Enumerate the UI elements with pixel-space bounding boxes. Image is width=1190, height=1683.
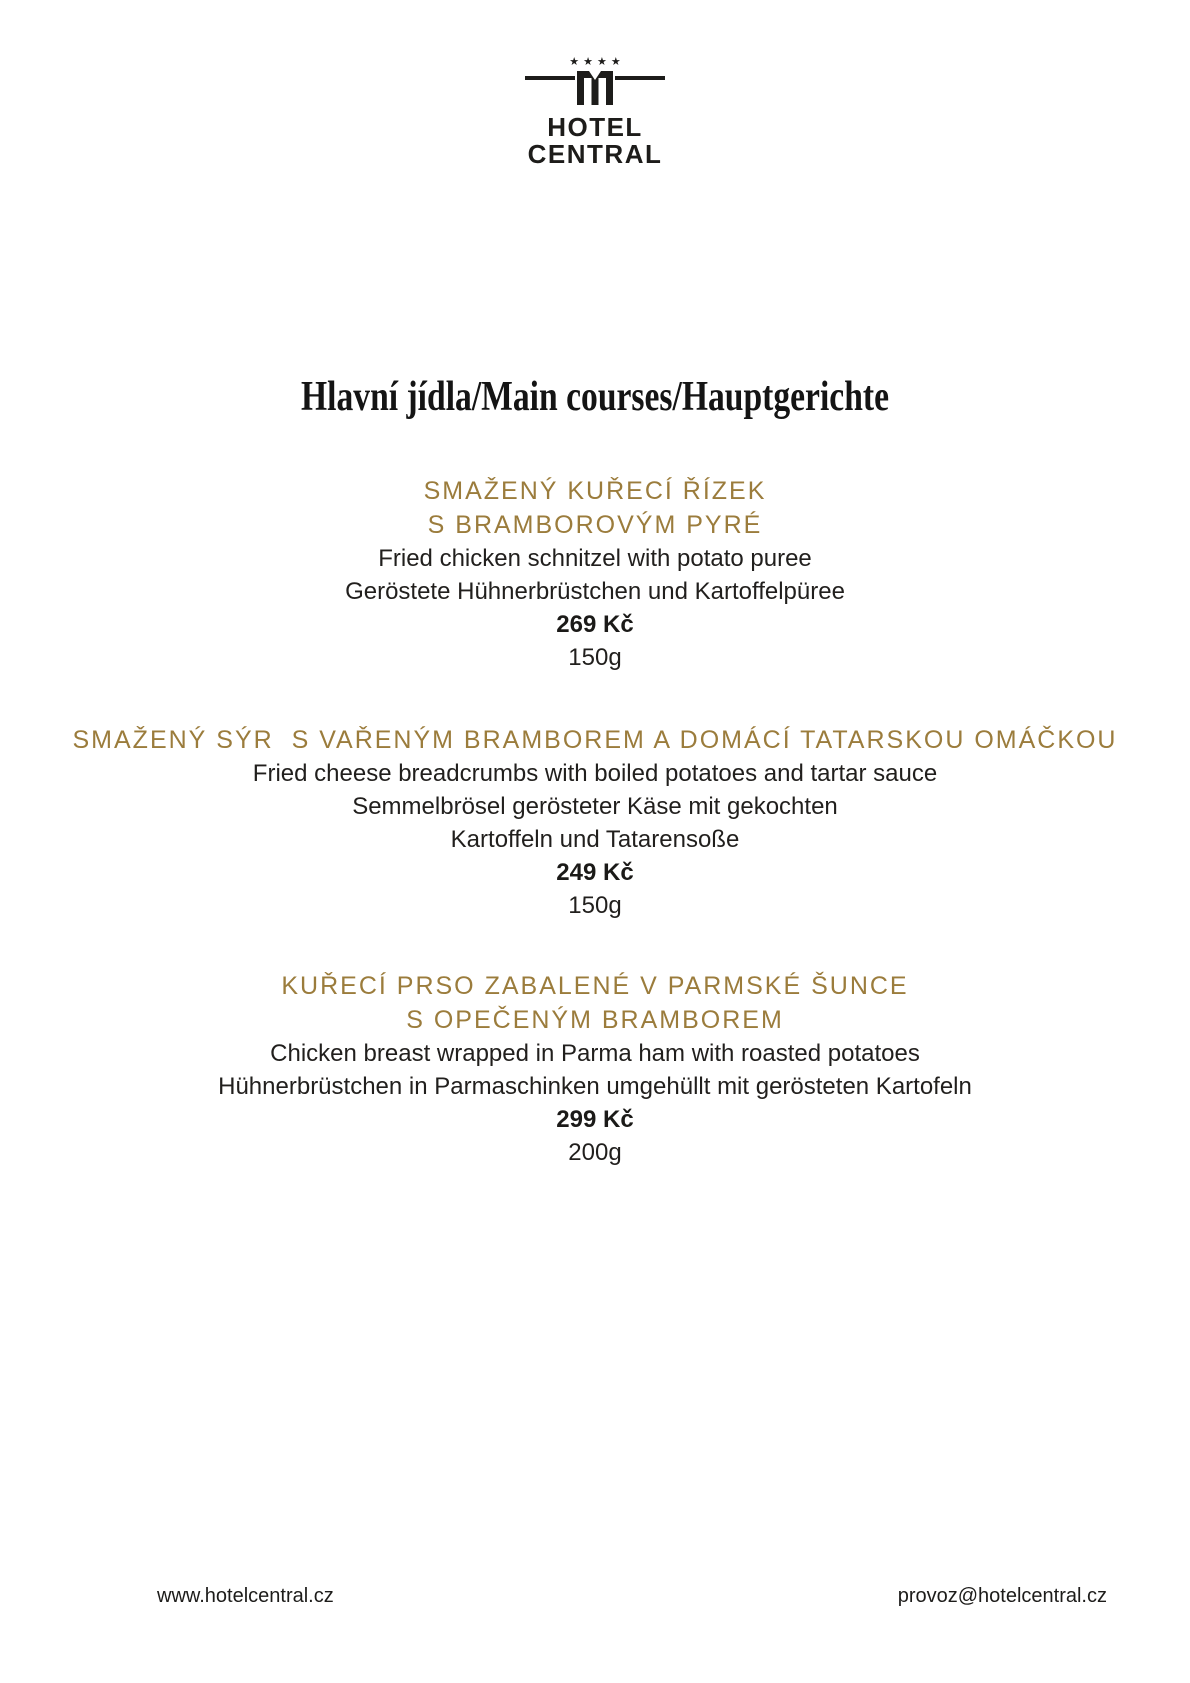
menu-item (0, 474, 1190, 674)
dish-price: 249 Kč (556, 859, 634, 886)
dish-description-en: Chicken breast wrapped in Parma ham with roasted potatoes (270, 1040, 920, 1067)
hotel-central-m-monogram-icon (525, 69, 665, 109)
dish-name-line: SMAŽENÝ SÝR S VAŘENÝM BRAMBOREM A DOMÁCÍ TATARSKOU OMÁČKOU (72, 726, 1118, 754)
dish-description-de: Semmelbrösel gerösteter Käse mit gekochten (352, 793, 838, 820)
menu-item (0, 969, 1190, 1169)
dish-name-line: S OPEČENÝM BRAMBOREM (406, 1006, 784, 1034)
four-stars-icon: ★★★★ (569, 55, 625, 68)
dish-price: 269 Kč (556, 611, 634, 638)
hotel-central-logo (0, 0, 1190, 168)
dish-name-line: SMAŽENÝ KUŘECÍ ŘÍZEK (423, 477, 767, 505)
hotel-name-line1: HOTEL (547, 112, 643, 142)
dish-description-de: Geröstete Hühnerbrüstchen und Kartoffelpüree (345, 578, 845, 605)
hotel-name (0, 114, 1190, 168)
page-title: Hlavní jídla/Main courses/Hauptgerichte (301, 374, 889, 420)
dish-description-en: Fried cheese breadcrumbs with boiled potatoes and tartar sauce (252, 760, 938, 787)
menu-item (0, 723, 1190, 922)
hotel-name-line2: CENTRAL (527, 139, 663, 169)
dish-weight: 150g (568, 892, 622, 919)
footer-email: provoz@hotelcentral.cz (897, 1585, 1107, 1607)
dish-name-line: KUŘECÍ PRSO ZABALENÉ V PARMSKÉ ŠUNCE (281, 972, 909, 1000)
dish-description-en: Fried chicken schnitzel with potato puree (378, 545, 812, 572)
dish-price: 299 Kč (556, 1106, 634, 1133)
dish-description-de: Hühnerbrüstchen in Parmaschinken umgehüllt mit gerösteten Kartofeln (218, 1073, 972, 1100)
footer-website: www.hotelcentral.cz (157, 1585, 334, 1607)
dish-name-line: S BRAMBOROVÝM PYRÉ (427, 511, 763, 539)
dish-description-de: Kartoffeln und Tatarensoße (450, 826, 740, 853)
dish-weight: 150g (568, 644, 622, 671)
dish-weight: 200g (568, 1139, 622, 1166)
